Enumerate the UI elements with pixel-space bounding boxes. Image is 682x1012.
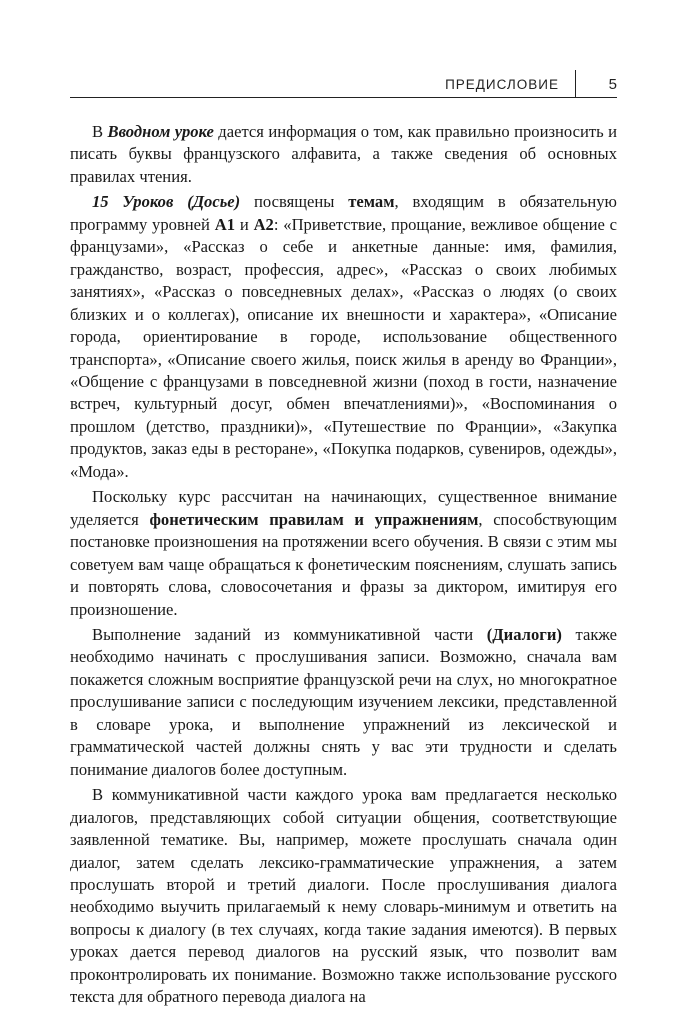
header-divider (575, 70, 576, 97)
text-run: В коммуникативной части каждого урока вам предлагается несколько диалогов, представляющих собой ситуации общения, соответствующие заявленной тематике. Вы, например, можете прослушать сначала один диалог, затем сделать лексико-грамматические упражнения, а затем прослушать второй и третий диалоги. После прослушивания диалога необходимо выучить прилагаемый к нему словарь-минимум и ответить на вопросы к диалогу (в тех случаях, когда такие задания имеются). В первых уроках дается перевод диалогов на русский язык, что позволит вам проконтролировать их понимание. Возможно также использование русского текста для обратного перевода диалога на (70, 785, 617, 1007)
text-run: дается информация о том, как правильно произносить и писать буквы французского алфавита, а также сведения об основных правилах чтения. (70, 122, 617, 186)
paragraph-dialogues (70, 624, 617, 781)
page-number: 5 (608, 76, 617, 93)
body-text (70, 121, 617, 1012)
level-a1: А1 (214, 214, 236, 234)
paragraph-lessons (70, 191, 617, 483)
dialogues-term: (Диалоги) (486, 624, 562, 644)
text-run: посвящены (240, 192, 349, 212)
phonetics-term: фонетическим правилам и упражнениям (149, 509, 479, 529)
text-run: и (235, 214, 254, 234)
lessons-term: 15 Уроков (92, 192, 174, 212)
section-title: ПРЕДИСЛОВИЕ (445, 77, 559, 92)
text-run: Поскольку курс рассчитан на начинающих, существенное внимание уделяется (70, 487, 617, 529)
text-run: Выполнение заданий из коммуникативной части (92, 624, 487, 644)
paragraph-intro-lesson (70, 121, 617, 188)
level-a2: А2 (253, 214, 274, 234)
running-head (70, 68, 617, 98)
intro-lesson-term: Вводном уроке (107, 122, 214, 141)
text-run: : «Приветствие, прощание, вежливое общение с французами», «Рассказ о себе и анкетные данные: имя, фамилия, гражданство, возраст, профессия, адрес», «Рассказ о своих любимых занятиях», «Рассказ о повседневных делах», «Рассказ о людях (о своих близких и о коллегах), описание их внешности и характера», «Описание города, ориентирование в городе, использование общественного транспорта», «Описание своего жилья, поиск жилья в аренду во Франции», «Общение с французами в повседневной жизни (поход в гости, назначение встреч, культурный досуг, обмен впечатлениями)», «Воспоминания о прошлом (детство, праздники)», «Путешествие по Франции», «Закупка продуктов, заказ еды в ресторане», «Покупка подарков, сувениров, одежды», «Мода». (70, 214, 618, 481)
text-run: также необходимо начинать с прослушивания записи. Возможно, сначала вам покажется сложным восприятие французской речи на слух, но многократное прослушивание записи с последующим изучением лексики, представленной в словаре урока, и выполнение упражнений из лексической и грамматической частей должны снять у вас эти трудности и сделать понимание диалогов более доступным. (70, 624, 617, 779)
text-run: , входящим в обязательную программу уровней (70, 192, 617, 234)
text-run: В (92, 122, 108, 141)
dossier-term: (Досье) (187, 192, 241, 212)
text-run: , способствующим постановке произношения на протяжении всего обучения. В связи с этим мы советуем вам чаще обращаться к фонетическим пояснениям, слушать запись и повторять слова, словосочетания и фразы за диктором, имитируя его произношение. (70, 509, 617, 619)
topics-term: темам (348, 192, 395, 212)
paragraph-phonetics (70, 486, 617, 621)
text-run (173, 192, 187, 211)
paragraph-communicative (70, 784, 617, 1009)
